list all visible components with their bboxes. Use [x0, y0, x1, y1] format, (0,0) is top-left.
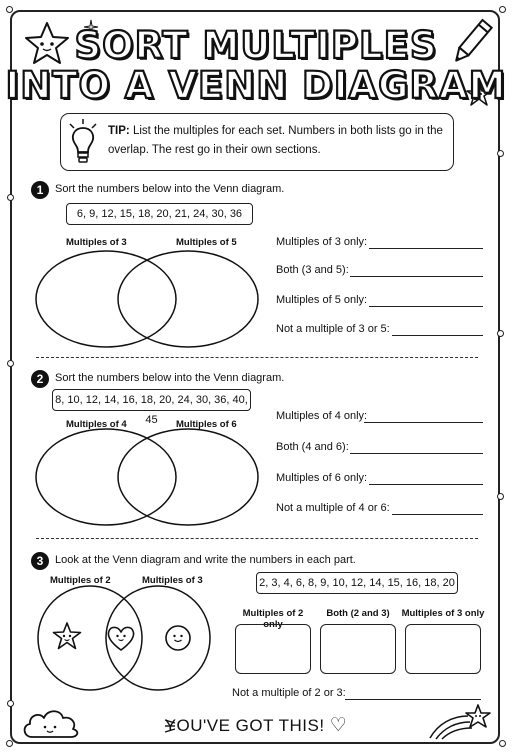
tip-body: List the multiples for each set. Numbers in both lists go in the overlap. The rest go in their own sections.	[108, 125, 443, 156]
tip-text	[108, 122, 448, 160]
section-1-question: Multiples of 5 only:	[276, 294, 368, 306]
answer-line[interactable]	[350, 453, 483, 454]
section-2-question: Not a multiple of 4 or 6:	[276, 502, 390, 514]
answer-label: Both (2 and 3)	[326, 608, 390, 619]
section-3-instruction: Look at the Venn diagram and write the numbers in each part.	[55, 554, 356, 566]
footer-text: YOU'VE GOT THIS!	[164, 716, 325, 735]
section-1-number: 1	[31, 181, 49, 199]
answer-line[interactable]	[345, 699, 481, 700]
venn-diagram-2[interactable]	[30, 426, 270, 528]
answer-box-both[interactable]	[320, 624, 396, 674]
section-2-question: Both (4 and 6):	[276, 441, 349, 453]
section-1-question: Multiples of 3 only:	[276, 236, 368, 248]
answer-line[interactable]	[392, 335, 483, 336]
edge-dot	[497, 330, 504, 337]
answer-label: Multiples of 3 only	[401, 608, 485, 619]
corner-dot	[6, 6, 13, 13]
section-1-set-a-label: Multiples of 3	[66, 237, 127, 248]
section-2-set-b-label: Multiples of 6	[176, 419, 237, 430]
answer-line[interactable]	[369, 484, 483, 485]
edge-dot	[7, 360, 14, 367]
shooting-star-icon	[428, 702, 494, 740]
section-1-question: Both (3 and 5):	[276, 264, 349, 276]
section-3-number: 3	[31, 552, 49, 570]
section-2-set-a-label: Multiples of 4	[66, 419, 127, 430]
smiley-face-icon	[164, 624, 192, 652]
heart-icon: ♡	[329, 715, 348, 736]
section-3-number-box: 2, 3, 4, 6, 8, 9, 10, 12, 14, 15, 16, 18, 20	[256, 572, 458, 594]
answer-line[interactable]	[364, 422, 483, 423]
lightbulb-icon	[66, 118, 100, 166]
section-3-set-b-label: Multiples of 3	[142, 575, 203, 586]
section-1-instruction: Sort the numbers below into the Venn diagram.	[55, 183, 285, 195]
edge-dot	[7, 194, 14, 201]
smiley-star-icon	[52, 622, 82, 650]
section-1-question: Not a multiple of 3 or 5:	[276, 323, 390, 335]
section-divider	[36, 357, 478, 358]
answer-line[interactable]	[392, 514, 483, 515]
answer-line[interactable]	[369, 248, 483, 249]
answer-box-2-only[interactable]	[235, 624, 311, 674]
answer-box-3-only[interactable]	[405, 624, 481, 674]
edge-dot	[497, 493, 504, 500]
corner-dot	[499, 6, 506, 13]
edge-dot	[7, 700, 14, 707]
section-2-number: 2	[31, 370, 49, 388]
tip-label: TIP:	[108, 125, 130, 137]
answer-label: Multiples of 2 only	[242, 608, 304, 630]
title-line-2: INTO A VENN DIAGRAM	[5, 64, 507, 107]
section-3-not-label: Not a multiple of 2 or 3:	[232, 687, 346, 699]
corner-dot	[6, 740, 13, 747]
answer-line[interactable]	[350, 276, 483, 277]
heart-icon	[106, 624, 136, 652]
section-2-question: Multiples of 6 only:	[276, 472, 368, 484]
section-2-question: Multiples of 4 only:	[276, 410, 368, 422]
answer-line[interactable]	[369, 306, 483, 307]
venn-diagram-1[interactable]	[30, 248, 270, 350]
edge-dot	[497, 150, 504, 157]
title-line-1: SORT MULTIPLES	[74, 24, 438, 67]
section-2-instruction: Sort the numbers below into the Venn diagram.	[55, 372, 285, 384]
section-1-number-box: 6, 9, 12, 15, 18, 20, 21, 24, 30, 36	[66, 203, 253, 225]
section-3-set-a-label: Multiples of 2	[50, 575, 111, 586]
section-2-number-box: 8, 10, 12, 14, 16, 18, 20, 24, 30, 36, 40, 45	[52, 389, 251, 411]
section-divider	[36, 538, 478, 539]
section-1-set-b-label: Multiples of 5	[176, 237, 237, 248]
corner-dot	[499, 740, 506, 747]
